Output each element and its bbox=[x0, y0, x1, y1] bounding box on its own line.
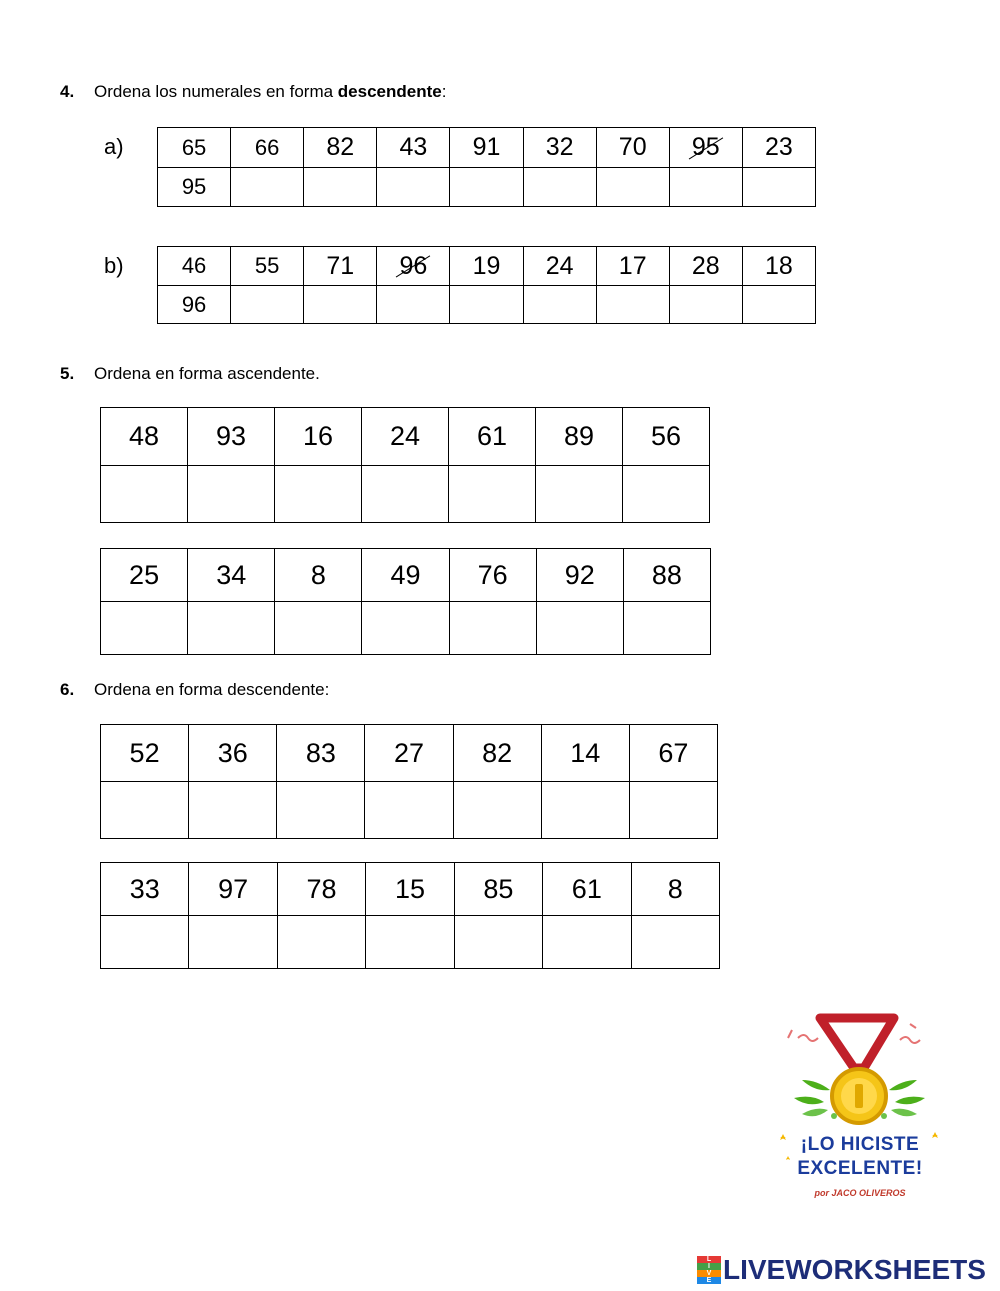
answer-field[interactable] bbox=[366, 931, 453, 957]
answer-input[interactable] bbox=[536, 602, 623, 655]
number-cell: 85 bbox=[454, 863, 542, 916]
number-cell: 93 bbox=[188, 408, 275, 466]
answer-field[interactable] bbox=[278, 931, 365, 957]
number-cell: 43 bbox=[377, 128, 450, 168]
answer-input[interactable] bbox=[623, 602, 710, 655]
answer-field[interactable] bbox=[101, 931, 188, 957]
q6-table-2 bbox=[100, 862, 720, 969]
answer-input[interactable] bbox=[543, 916, 631, 969]
answer-field[interactable] bbox=[189, 799, 276, 825]
answer-input[interactable] bbox=[101, 466, 188, 523]
answer-field[interactable] bbox=[450, 292, 522, 318]
answer-cell: 96 bbox=[158, 286, 231, 324]
answer-field[interactable] bbox=[670, 292, 742, 318]
answer-input[interactable] bbox=[231, 168, 304, 207]
answer-field[interactable] bbox=[537, 617, 623, 643]
number-cell: 91 bbox=[450, 128, 523, 168]
number-cell: 23 bbox=[742, 128, 815, 168]
row-label-b: b) bbox=[104, 253, 124, 278]
answer-input[interactable] bbox=[669, 168, 742, 207]
number-cell: 71 bbox=[304, 247, 377, 286]
answer-field[interactable] bbox=[365, 799, 452, 825]
answer-input[interactable] bbox=[101, 782, 189, 839]
answer-field[interactable] bbox=[623, 483, 709, 509]
number-cell: 61 bbox=[449, 408, 536, 466]
number-cell: 48 bbox=[101, 408, 188, 466]
answer-field[interactable] bbox=[450, 617, 536, 643]
liveworksheets-brand bbox=[697, 1254, 986, 1286]
number-cell: 33 bbox=[101, 863, 189, 916]
number-cell: 52 bbox=[101, 725, 189, 782]
number-cell: 89 bbox=[536, 408, 623, 466]
answer-input[interactable] bbox=[453, 782, 541, 839]
answer-input[interactable] bbox=[541, 782, 629, 839]
answer-input[interactable] bbox=[275, 466, 362, 523]
answer-field[interactable] bbox=[231, 174, 303, 200]
answer-field[interactable] bbox=[231, 292, 303, 318]
number-cell: 83 bbox=[277, 725, 365, 782]
question-4-heading: 4. Ordena los numerales en forma descendente: bbox=[60, 82, 447, 101]
answer-field[interactable] bbox=[524, 292, 596, 318]
answer-field[interactable] bbox=[597, 174, 669, 200]
answer-field[interactable] bbox=[188, 617, 274, 643]
answer-input[interactable] bbox=[377, 286, 450, 324]
number-cell: 82 bbox=[304, 128, 377, 168]
answer-field[interactable] bbox=[743, 174, 815, 200]
answer-field[interactable] bbox=[454, 799, 541, 825]
sticker-line-1: ¡LO HICISTE bbox=[800, 1134, 920, 1155]
number-cell: 46 bbox=[158, 247, 231, 286]
answer-input[interactable] bbox=[362, 466, 449, 523]
number-cell: 8 bbox=[631, 863, 719, 916]
answer-input[interactable] bbox=[304, 168, 377, 207]
answer-field[interactable] bbox=[624, 617, 710, 643]
answer-input[interactable] bbox=[365, 782, 453, 839]
question-6-heading: 6. Ordena en forma descendente: bbox=[60, 680, 330, 699]
number-cell: 19 bbox=[450, 247, 523, 286]
answer-field[interactable] bbox=[377, 174, 449, 200]
number-cell: 36 bbox=[189, 725, 277, 782]
answer-field[interactable] bbox=[542, 799, 629, 825]
answer-input[interactable] bbox=[277, 782, 365, 839]
answer-field[interactable] bbox=[449, 483, 535, 509]
number-cell: 27 bbox=[365, 725, 453, 782]
answer-field[interactable] bbox=[524, 174, 596, 200]
answer-field[interactable] bbox=[670, 174, 742, 200]
answer-input[interactable] bbox=[596, 286, 669, 324]
answer-field[interactable] bbox=[304, 174, 376, 200]
answer-input[interactable] bbox=[523, 168, 596, 207]
answer-input[interactable] bbox=[275, 602, 362, 655]
answer-field[interactable] bbox=[362, 617, 448, 643]
question-number: 6. bbox=[60, 680, 75, 699]
number-cell: 8 bbox=[275, 549, 362, 602]
brand-name: LIVEWORKSHEETS bbox=[723, 1254, 986, 1285]
answer-field[interactable] bbox=[632, 931, 719, 957]
answer-field[interactable] bbox=[101, 799, 188, 825]
number-cell: 67 bbox=[629, 725, 717, 782]
answer-field[interactable] bbox=[304, 292, 376, 318]
answer-input[interactable] bbox=[669, 286, 742, 324]
answer-field[interactable] bbox=[277, 799, 364, 825]
sticker-signature: por JACO OLIVEROS bbox=[814, 1188, 906, 1198]
answer-input[interactable] bbox=[450, 168, 523, 207]
number-cell: 70 bbox=[596, 128, 669, 168]
q4-table-a bbox=[157, 127, 816, 207]
answer-field[interactable] bbox=[101, 483, 187, 509]
number-cell: 61 bbox=[543, 863, 631, 916]
answer-input[interactable] bbox=[188, 602, 275, 655]
answer-field[interactable] bbox=[743, 292, 815, 318]
answer-input[interactable] bbox=[742, 286, 815, 324]
number-cell: 55 bbox=[231, 247, 304, 286]
answer-input[interactable] bbox=[231, 286, 304, 324]
number-cell: 16 bbox=[275, 408, 362, 466]
q6-table-1 bbox=[100, 724, 718, 839]
number-cell: 34 bbox=[188, 549, 275, 602]
number-cell: 17 bbox=[596, 247, 669, 286]
answer-field[interactable] bbox=[630, 799, 717, 825]
answer-field[interactable] bbox=[543, 931, 630, 957]
answer-field[interactable] bbox=[450, 174, 522, 200]
answer-input[interactable] bbox=[101, 916, 189, 969]
number-cell: 24 bbox=[362, 408, 449, 466]
number-cell: 15 bbox=[366, 863, 454, 916]
number-cell: 28 bbox=[669, 247, 742, 286]
number-cell: 56 bbox=[623, 408, 710, 466]
answer-field[interactable] bbox=[101, 617, 187, 643]
answer-input[interactable] bbox=[277, 916, 365, 969]
number-cell: 97 bbox=[189, 863, 277, 916]
answer-input[interactable] bbox=[523, 286, 596, 324]
q4-table-b bbox=[157, 246, 816, 324]
answer-field[interactable] bbox=[188, 483, 274, 509]
answer-input[interactable] bbox=[631, 916, 719, 969]
answer-field[interactable] bbox=[597, 292, 669, 318]
number-cell: 66 bbox=[231, 128, 304, 168]
answer-field[interactable] bbox=[536, 483, 622, 509]
answer-field[interactable] bbox=[455, 931, 542, 957]
answer-input[interactable] bbox=[101, 602, 188, 655]
answer-input[interactable] bbox=[362, 602, 449, 655]
q5-table-2 bbox=[100, 548, 711, 655]
answer-input[interactable] bbox=[188, 466, 275, 523]
question-5-heading: 5. Ordena en forma ascendente. bbox=[60, 364, 320, 383]
answer-field[interactable] bbox=[377, 292, 449, 318]
q5-table-1 bbox=[100, 407, 710, 523]
answer-input[interactable] bbox=[742, 168, 815, 207]
answer-input[interactable] bbox=[596, 168, 669, 207]
sticker-text bbox=[765, 1133, 955, 1181]
number-cell: 14 bbox=[541, 725, 629, 782]
number-cell: 88 bbox=[623, 549, 710, 602]
number-cell: 82 bbox=[453, 725, 541, 782]
number-cell-crossed: 96 bbox=[377, 247, 450, 286]
answer-input[interactable] bbox=[449, 602, 536, 655]
answer-input[interactable] bbox=[536, 466, 623, 523]
sticker-line-2: EXCELENTE! bbox=[797, 1158, 923, 1179]
answer-input[interactable] bbox=[449, 466, 536, 523]
number-cell: 49 bbox=[362, 549, 449, 602]
liveworksheets-logo-icon: L I V E bbox=[697, 1256, 721, 1284]
answer-input[interactable] bbox=[623, 466, 710, 523]
answer-input[interactable] bbox=[189, 916, 277, 969]
number-cell: 65 bbox=[158, 128, 231, 168]
row-label-a: a) bbox=[104, 134, 124, 159]
number-cell: 78 bbox=[277, 863, 365, 916]
number-cell: 25 bbox=[101, 549, 188, 602]
answer-input[interactable] bbox=[304, 286, 377, 324]
answer-cell: 95 bbox=[158, 168, 231, 207]
number-cell: 76 bbox=[449, 549, 536, 602]
answer-field[interactable] bbox=[275, 483, 361, 509]
answer-input[interactable] bbox=[629, 782, 717, 839]
number-cell: 92 bbox=[536, 549, 623, 602]
question-number: 5. bbox=[60, 364, 75, 383]
number-cell: 18 bbox=[742, 247, 815, 286]
question-number: 4. bbox=[60, 82, 75, 101]
number-cell-crossed: 95 bbox=[669, 128, 742, 168]
answer-field[interactable] bbox=[275, 617, 361, 643]
answer-input[interactable] bbox=[454, 916, 542, 969]
answer-input[interactable] bbox=[377, 168, 450, 207]
answer-field[interactable] bbox=[362, 483, 448, 509]
answer-input[interactable] bbox=[450, 286, 523, 324]
answer-input[interactable] bbox=[189, 782, 277, 839]
answer-field[interactable] bbox=[189, 931, 276, 957]
number-cell: 24 bbox=[523, 247, 596, 286]
answer-input[interactable] bbox=[366, 916, 454, 969]
number-cell: 32 bbox=[523, 128, 596, 168]
